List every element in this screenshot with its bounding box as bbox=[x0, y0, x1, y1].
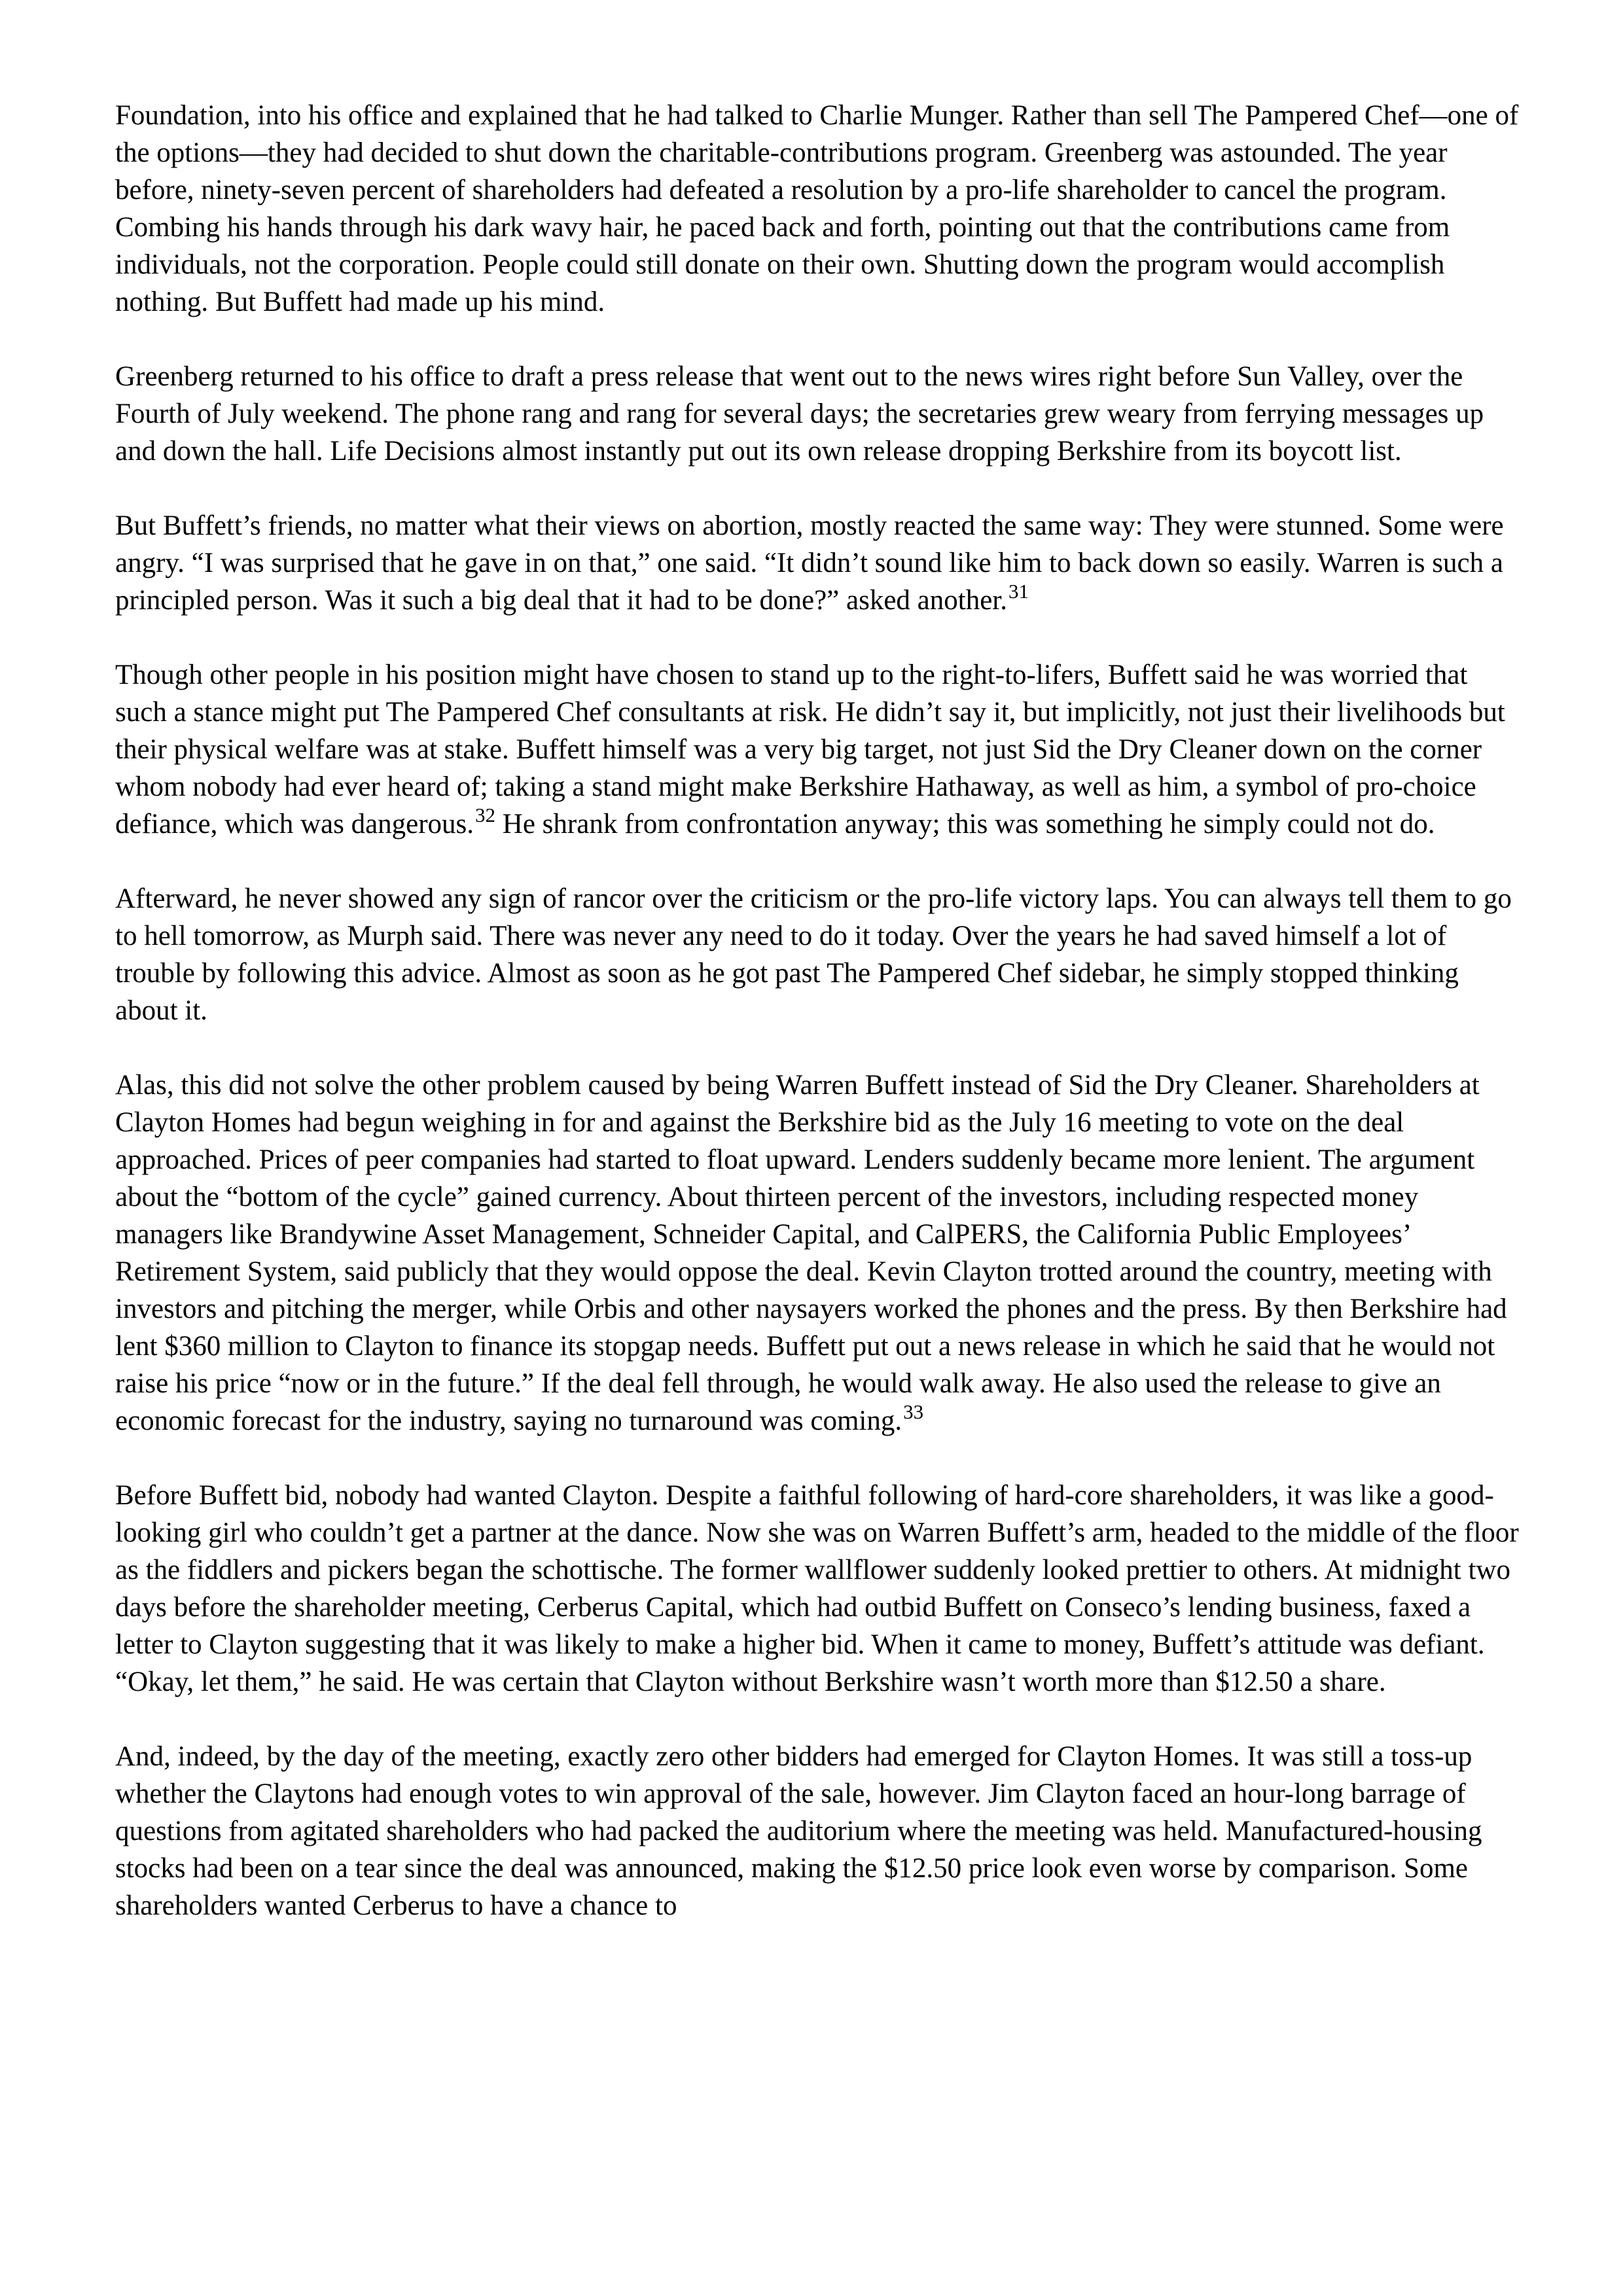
paragraph-text: And, indeed, by the day of the meeting, exactly zero other bidders had emerged for Clayton Homes. It was still a toss-up whether the Claytons had enough votes to win approval of the sale, however. Jim Clayton faced an hour-long barrage of questions from agitated shareholders who had packed the auditorium where the meeting was held. Manufactured-housing stocks had been on a tear since the deal was announced, making the $12.50 price look even worse by comparison. Some shareholders wanted Cerberus to have a chance to bbox=[115, 1741, 1482, 1921]
paragraph-text: Before Buffett bid, nobody had wanted Clayton. Despite a faithful following of hard-core shareholders, it was like a good-looking girl who couldn’t get a partner at the dance. Now she was on Warren Buffett’s arm, headed to the middle of the floor as the fiddlers and pickers began the schottische. The former wallflower suddenly looked prettier to others. At midnight two days before the shareholder meeting, Cerberus Capital, which had outbid Buffett on Conseco’s lending business, faxed a letter to Clayton suggesting that it was likely to make a higher bid. When it came to money, Buffett’s attitude was defiant. “Okay, let them,” he said. He was certain that Clayton without Berkshire wasn’t worth more than $12.50 a share. bbox=[115, 1480, 1519, 1697]
paragraph-1 bbox=[115, 97, 1522, 321]
paragraph-text-continued: He shrank from confrontation anyway; this was something he simply could not do. bbox=[495, 809, 1435, 839]
paragraph-text: Though other people in his position might have chosen to stand up to the right-to-lifers, Buffett said he was worried that such a stance might put The Pampered Chef consultants at risk. He didn’t say it, but implicitly, not just their livelihoods but their physical welfare was at stake. Buffett himself was a very big target, not just Sid the Dry Cleaner down on the corner whom nobody had ever heard of; taking a stand might make Berkshire Hathaway, as well as him, a symbol of pro-choice defiance, which was dangerous. bbox=[115, 660, 1505, 839]
document-page bbox=[115, 97, 1522, 1924]
paragraph-text: Foundation, into his office and explained that he had talked to Charlie Munger. Rather than sell The Pampered Chef—one of the options—they had decided to shut down the charitable-contributions program. Greenberg was astounded. The year before, ninety-seven percent of shareholders had defeated a resolution by a pro-life shareholder to cancel the program. Combing his hands through his dark wavy hair, he paced back and forth, pointing out that the contributions came from individuals, not the corporation. People could still donate on their own. Shutting down the program would accomplish nothing. But Buffett had made up his mind. bbox=[115, 100, 1519, 317]
footnote-marker-31: 31 bbox=[1008, 579, 1029, 603]
paragraph-8 bbox=[115, 1738, 1522, 1924]
paragraph-text: But Buffett’s friends, no matter what their views on abortion, mostly reacted the same way: They were stunned. Some were angry. “I was surprised that he gave in on that,” one said. “It didn’t sound like him to back down so easily. Warren is such a principled person. Was it such a big deal that it had to be done?” asked another. bbox=[115, 510, 1504, 616]
paragraph-text: Afterward, he never showed any sign of rancor over the criticism or the pro-life victory laps. You can always tell them to go to hell tomorrow, as Murph said. There was never any need to do it today. Over the years he had saved himself a lot of trouble by following this advice. Almost as soon as he got past The Pampered Chef sidebar, he simply stopped thinking about it. bbox=[115, 883, 1512, 1026]
footnote-marker-32: 32 bbox=[475, 803, 496, 826]
paragraph-6 bbox=[115, 1067, 1522, 1439]
footnote-marker-33: 33 bbox=[903, 1400, 924, 1423]
paragraph-4 bbox=[115, 656, 1522, 843]
paragraph-text: Alas, this did not solve the other problem caused by being Warren Buffett instead of Sid the Dry Cleaner. Shareholders at Clayton Homes had begun weighing in for and against the Berkshire bid as the July 16 meeting to vote on the deal approached. Prices of peer companies had started to float upward. Lenders suddenly became more lenient. The argument about the “bottom of the cycle” gained currency. About thirteen percent of the investors, including respected money managers like Brandywine Asset Management, Schneider Capital, and CalPERS, the California Public Employees’ Retirement System, said publicly that they would oppose the deal. Kevin Clayton trotted around the country, meeting with investors and pitching the merger, while Orbis and other naysayers worked the phones and the press. By then Berkshire had lent $360 million to Clayton to finance its stopgap needs. Buffett put out a news release in which he said that he would not raise his price “now or in the future.” If the deal fell through, he would walk away. He also used the release to give an economic forecast for the industry, saying no turnaround was coming. bbox=[115, 1070, 1507, 1436]
paragraph-7 bbox=[115, 1477, 1522, 1701]
paragraph-2 bbox=[115, 358, 1522, 470]
paragraph-3 bbox=[115, 507, 1522, 619]
paragraph-5 bbox=[115, 880, 1522, 1029]
paragraph-text: Greenberg returned to his office to draft a press release that went out to the news wires right before Sun Valley, over the Fourth of July weekend. The phone rang and rang for several days; the secretaries grew weary from ferrying messages up and down the hall. Life Decisions almost instantly put out its own release dropping Berkshire from its boycott list. bbox=[115, 361, 1484, 467]
